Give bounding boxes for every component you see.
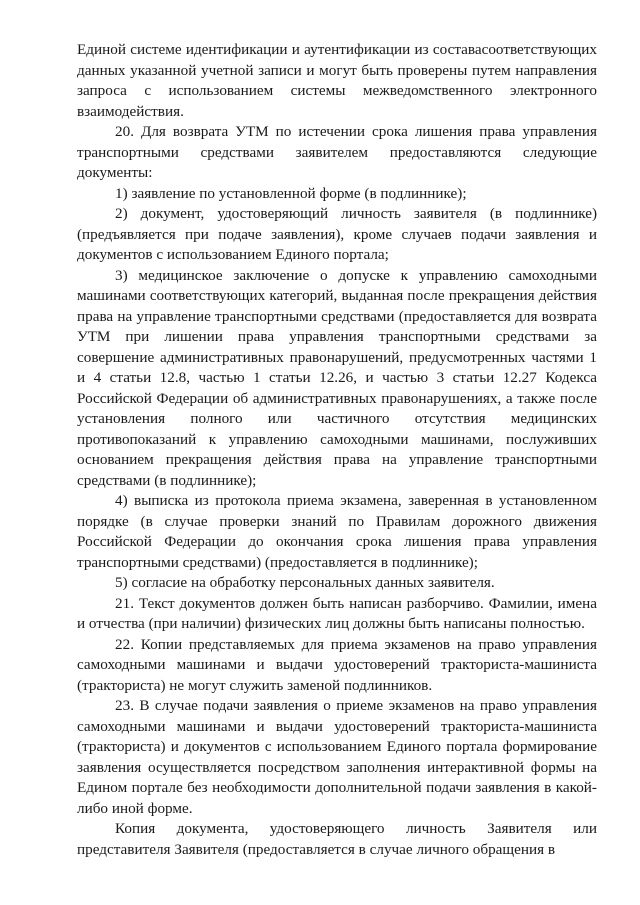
paragraph-clause-22: 22. Копии представляемых для приема экзаменов на право управления самоходными машинами и выдачи удостоверений тракториста-машиниста (тракториста) не могут служить заменой подлинников. xyxy=(77,635,597,694)
list-item-application-form: 1) заявление по установленной форме (в подлиннике); xyxy=(115,184,467,202)
paragraph-identity-copy: Копия документа, удостоверяющего личность Заявителя или представителя Заявителя (предоставляется в случае личного обращения в xyxy=(77,820,597,858)
list-item-identity-document: 2) документ, удостоверяющий личность заявителя (в подлиннике) (предъявляется при подаче заявления), кроме случаев подачи заявления и документов с использованием Единого портала; xyxy=(77,205,597,263)
list-item-medical-certificate: 3) медицинское заключение о допуске к управлению самоходными машинами соответствующих категорий, выданная после прекращения действия права на управление транспортными средствами (предоставляется для возврата УТМ при лишении права управления транспортными средствами за совершение административных правонарушений, предусмотренных частями 1 и 4 статьи 12.8, частью 1 статьи 12.26, и частью 3 статьи 12.27 Кодекса Российской Федерации об административных правонарушениях, а также после установления полного или частичного отсутствия медицинских противопоказаний к управлению самоходными машинами, послуживших основанием прекращения действия права на управление транспортными средствами (в подлиннике); xyxy=(77,266,597,489)
list-item-personal-data-consent: 5) согласие на обработку персональных данных заявителя. xyxy=(115,574,495,591)
paragraph-clause-20: 20. Для возврата УТМ по истечении срока лишения права управления транспортными средствами заявителем предоставляются следующие документы: xyxy=(77,123,597,181)
paragraph-identification: Единой системе идентификации и аутентификации из составасоответствующих данных указанной учетной записи и могут быть проверены путем направления запроса с использованием системы межведомственного электронного взаимодействия. xyxy=(77,41,597,120)
list-item-exam-protocol-extract: 4) выписка из протокола приема экзамена, заверенная в установленном порядке (в случае проверки знаний по Правилам дорожного движения Российской Федерации до окончания срока лишения права управления транспортными средствами) (предоставляется в подлиннике); xyxy=(77,492,597,571)
document-body xyxy=(77,40,597,860)
paragraph-clause-21: 21. Текст документов должен быть написан разборчиво. Фамилии, имена и отчества (при наличии) физических лиц должны быть написаны полностью. xyxy=(77,594,597,632)
paragraph-clause-23: 23. В случае подачи заявления о приеме экзаменов на право управления самоходными машинами и выдачи удостоверений тракториста-машиниста (тракториста) и документов с использованием Единого портала формирование заявления осуществляется посредством заполнения интерактивной формы на Едином портале без необходимости дополнительной подачи заявления в какой-либо иной форме. xyxy=(77,697,597,817)
